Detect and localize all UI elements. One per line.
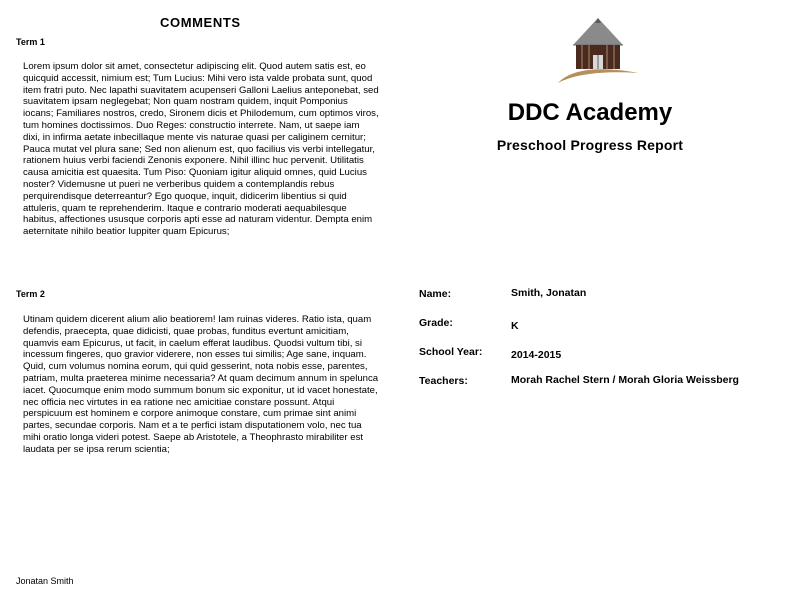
comments-title: COMMENTS (160, 15, 241, 30)
teachers-label: Teachers: (419, 375, 468, 387)
name-value: Smith, Jonatan (511, 287, 587, 299)
name-label: Name: (419, 288, 452, 300)
report-title: Preschool Progress Report (496, 137, 684, 153)
school-year-label: School Year: (419, 346, 483, 358)
grade-label: Grade: (419, 317, 453, 329)
school-year-value: 2014-2015 (511, 349, 562, 361)
footer-student-name: Jonatan Smith (16, 576, 74, 586)
school-logo (555, 15, 645, 87)
school-house-icon (555, 15, 645, 87)
term-1-comment: Lorem ipsum dolor sit amet, consectetur adipiscing elit. Quod autem satis est, eo quicquid accessit, nimium est; Tum Lucius: Mihi vero ista valde probata sunt, quod item fratri puto. Nec lapathi suavitatem acupenseri Galloni Laelius anteponebat, sed suavitatem ipsam neglegebat; Non quam nostram quidem, inquit Pomponius iocans; Familiares nostros, credo, Sironem dicis et Philodemum, cum optimos viros, tum homines doctissimos. Duo Reges: constructio interrete. Nam, ut saepe iam dixi, in infirma aetate inbecillaque mente vis naturae quasi per caliginem cernitur; Pauca mutat vel plura sane; Sed non alienum est, quo facilius vis verbi intellegatur, rationem huius verbi faciendi Zenonis exponere. Nihil illinc huc pervenit. Utilitatis causa amicitia est quaesita. Tum Piso: Quoniam igitur aliquid omnes, quid Lucius noster? Videmusne ut pueri ne verberibus quidem a contemplandis rebus perquirendisque deterreantur? Ego quoque, inquit, didicerim libentius si quid attuleris, quam te reprehenderim. Itaque e contrario moderati aequabilesque habitus, affectiones ususque corporis apti esse ad naturam videntur. Dempta enim aeternitate nihilo beatior Iuppiter quam Epicurus; (23, 61, 379, 238)
teachers-value: Morah Rachel Stern / Morah Gloria Weissberg (511, 374, 739, 386)
academy-name: DDC Academy (507, 99, 673, 126)
term-2-comment: Utinam quidem dicerent alium alio beatiorem! Iam ruinas videres. Ratio ista, quam defendis, praecepta, quae didicisti, quae probas, funditus evertunt amicitiam, quamvis eam Epicurus, ut facit, in caelum efferat laudibus. Quodsi vultum tibi, si incessum fingeres, quo gravior viderere, non esses tui similis; Age sane, inquam. Quid, cum volumus nomina eorum, qui quid gesserint, nota nobis esse, parentes, patriam, multa praeterea minime necessaria? At quam decimum annum in spelunca iacet. Quocumque enim modo summum bonum sic exponitur, ut id vacet honestate, nec officia nec virtutes in ea ratione nec amicitiae constare possunt. Atqui perspicuum est hominem e corpore animoque constare, cum primae sint animi partes, secundae corporis. Nam et a te perfici istam disputationem volo, nec tua mihi oratio longa videri potest. Saepe ab Aristotele, a Theophrasto mirabiliter est laudata per se ipsa rerum scientia; (23, 314, 379, 455)
term-1-label: Term 1 (16, 37, 45, 47)
term-2-label: Term 2 (16, 289, 45, 299)
grade-value: K (511, 320, 519, 332)
